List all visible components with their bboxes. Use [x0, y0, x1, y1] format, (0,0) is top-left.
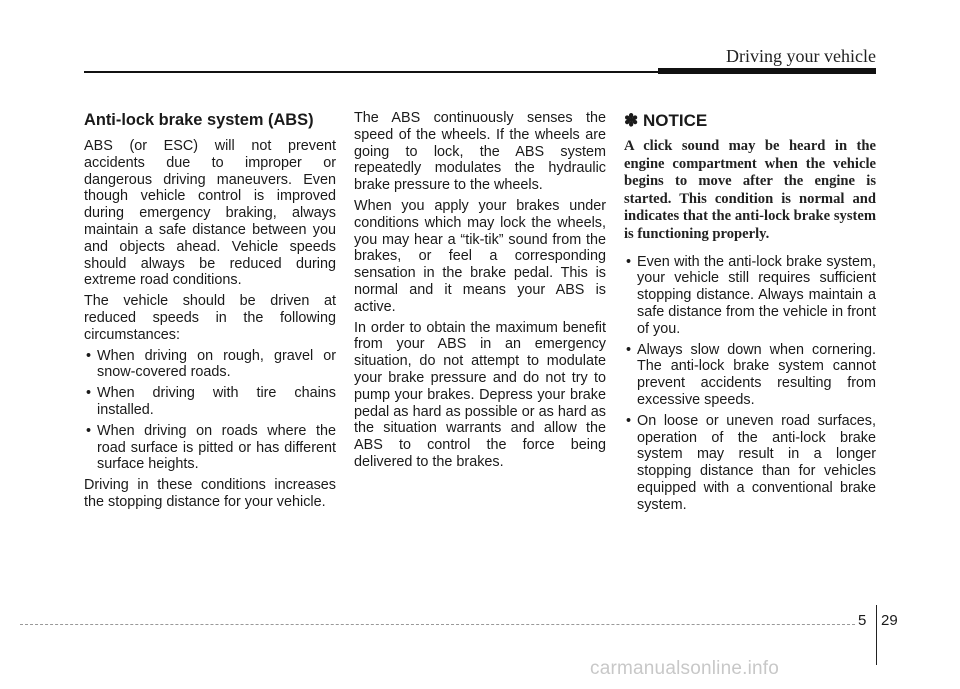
footer-dashed-rule: [20, 624, 855, 625]
list-item: • Even with the anti-lock brake system, your vehicle still requires sufficient stopping distance. Always maintain a safe distance from the vehicle in front of you.: [624, 254, 876, 338]
page-number: 29: [881, 612, 898, 629]
paragraph: When you apply your brakes under conditions which may lock the wheels, you may hear a “tik-tik” sound from the brakes, or feel a corresponding sensation in the brake pedal. This is normal and it means your ABS is active.: [354, 197, 606, 315]
section-heading-abs: Anti-lock brake system (ABS): [84, 111, 314, 129]
notice-heading: [624, 110, 876, 132]
notice-body: A click sound may be heard in the engine compartment when the vehicle begins to move after the engine is started. This condition is normal and indicates that the anti-lock brake system is functioning properly.: [624, 138, 876, 242]
chapter-number: 5: [858, 612, 867, 629]
paragraph: The ABS continuously senses the speed of the wheels. If the wheels are going to lock, the ABS system repeatedly modulates the hydraulic brake pressure to the wheels.: [354, 110, 606, 194]
left-column: [84, 110, 336, 515]
notice-column: [624, 110, 876, 518]
list-item: • Always slow down when cornering. The anti-lock brake system cannot prevent accidents resulting from excessive speeds.: [624, 342, 876, 409]
paragraph: ABS (or ESC) will not prevent accidents due to improper or dangerous driving maneuvers. Even though vehicle control is improved during emergency braking, always maintain a safe distance between you and objects ahead. Vehicle speeds should always be reduced during extreme road conditions.: [84, 138, 336, 289]
page-number-separator: [876, 605, 877, 665]
paragraph: In order to obtain the maximum benefit from your ABS in an emergency situation, do not attempt to modulate your brake pressure and do not try to pump your brakes. Depress your brake pedal as hard as possible or as hard as the situation warrants and allow the ABS to control the force being delivered to the brakes.: [354, 319, 606, 470]
list-item: • When driving with tire chains installed.: [84, 385, 336, 419]
header-rule-thick: [658, 68, 876, 74]
page-header-title: Driving your vehicle: [726, 46, 876, 66]
list-item: • When driving on roads where the road surface is pitted or has different surface heights.: [84, 423, 336, 473]
notice-title: NOTICE: [642, 111, 708, 130]
paragraph: The vehicle should be driven at reduced speeds in the following circumstances:: [84, 293, 336, 343]
list-item: • On loose or uneven road surfaces, operation of the anti-lock brake system may result in a longer stopping distance than for vehicles equipped with a conventional brake system.: [624, 413, 876, 514]
list-item: • When driving on rough, gravel or snow-covered roads.: [84, 348, 336, 382]
watermark: carmanualsonline.info: [590, 658, 780, 679]
middle-column: [354, 110, 606, 475]
bullet-list: [84, 348, 336, 474]
asterisk-icon: ✽: [624, 111, 639, 130]
notice-bullet-list: [624, 254, 876, 514]
paragraph: Driving in these conditions increases the stopping distance for your vehicle.: [84, 477, 336, 510]
header-rule-thin: [84, 71, 660, 73]
